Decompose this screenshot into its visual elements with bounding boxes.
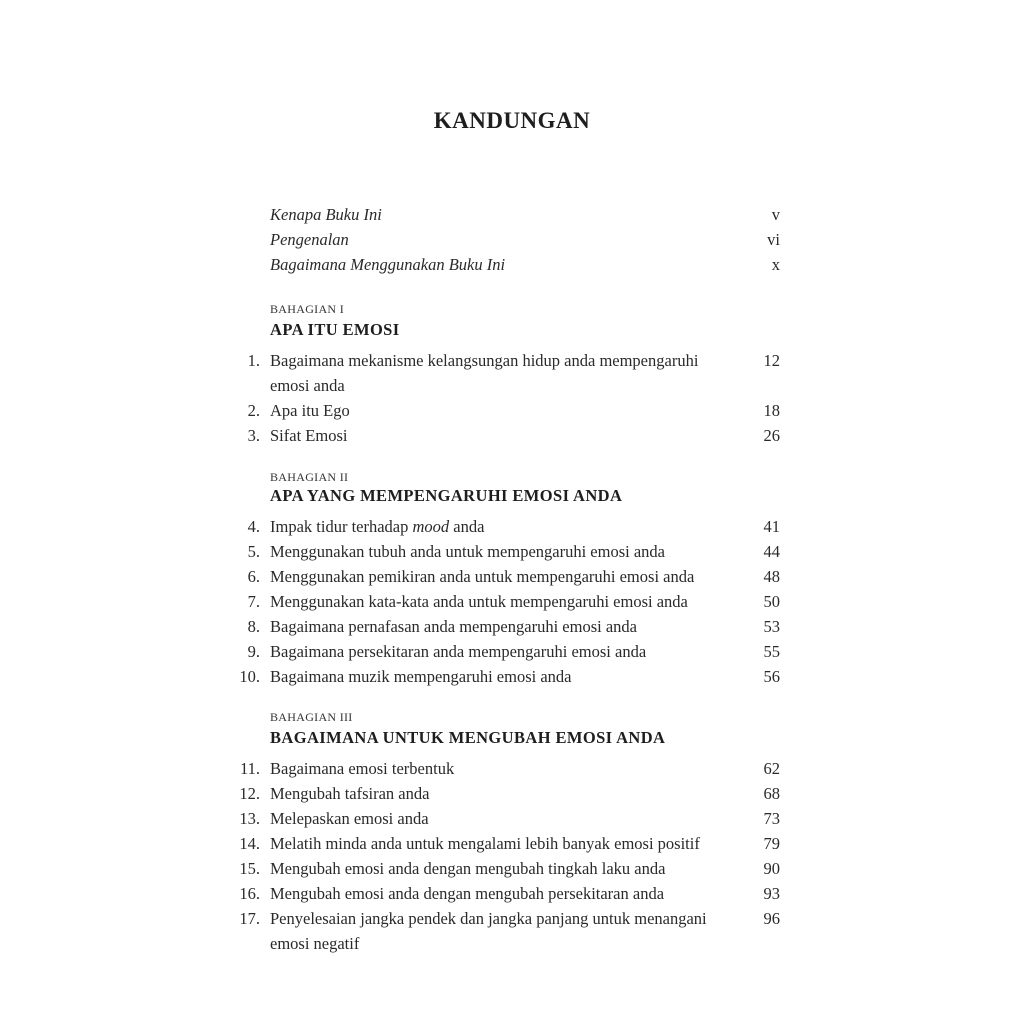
- toc-entry-title: Bagaimana muzik mempengaruhi emosi anda: [270, 667, 572, 686]
- part-title: APA ITU EMOSI: [270, 320, 400, 339]
- chapter-number: 6.: [247, 567, 260, 586]
- toc-entry-title: Bagaimana emosi terbentuk: [270, 759, 455, 778]
- page-title: KANDUNGAN: [433, 108, 591, 133]
- chapter-number: 8.: [247, 617, 260, 636]
- chapter-number: 7.: [247, 592, 260, 611]
- toc-entry-page: 44: [763, 542, 780, 561]
- toc-entry[interactable]: [230, 514, 790, 539]
- toc-entry-title: Bagaimana Menggunakan Buku Ini: [270, 255, 506, 274]
- toc-entry-title: Impak tidur terhadap mood anda: [270, 517, 485, 536]
- toc-entry[interactable]: [230, 423, 790, 448]
- toc-entry[interactable]: [230, 564, 790, 589]
- toc-entry[interactable]: [230, 252, 790, 277]
- toc-entry-page: 73: [763, 809, 780, 828]
- toc-entry-title: Pengenalan: [270, 230, 349, 249]
- toc-entry-page: 55: [763, 642, 780, 661]
- part-label: BAHAGIAN III: [270, 710, 353, 724]
- toc-entry-page: 56: [763, 667, 780, 686]
- part-label: BAHAGIAN II: [270, 470, 349, 484]
- toc-entry-page: 26: [763, 426, 780, 445]
- toc-entry-title: Menggunakan pemikiran anda untuk mempengaruhi emosi anda: [270, 567, 695, 586]
- toc-entry[interactable]: [230, 781, 790, 806]
- chapter-number: 16.: [239, 884, 260, 903]
- toc-entry-page: x: [771, 255, 780, 274]
- toc-entry-page: 68: [763, 784, 780, 803]
- chapter-list: [230, 348, 790, 448]
- chapter-number: 9.: [247, 642, 260, 661]
- chapter-number: 3.: [247, 426, 260, 445]
- toc-entry-title: Mengubah tafsiran anda: [270, 784, 430, 803]
- toc-entry-page: 96: [763, 909, 780, 928]
- toc-entry-page: 93: [763, 884, 780, 903]
- toc-entry-page: 53: [763, 617, 780, 636]
- toc-entry-page: 50: [763, 592, 780, 611]
- toc-entry[interactable]: [230, 589, 790, 614]
- toc-entry[interactable]: [230, 202, 790, 227]
- toc-entry[interactable]: [230, 639, 790, 664]
- toc-entry-page: v: [771, 205, 780, 224]
- part-label: BAHAGIAN I: [270, 302, 344, 316]
- toc-entry-page: 90: [763, 859, 780, 878]
- toc-entry-title: Menggunakan tubuh anda untuk mempengaruhi emosi anda: [270, 542, 665, 561]
- toc-entry-title: Melepaskan emosi anda: [270, 809, 429, 828]
- chapter-number: 17.: [239, 909, 260, 928]
- toc-entry[interactable]: [230, 227, 790, 252]
- toc-entry[interactable]: [230, 906, 790, 956]
- chapter-number: 12.: [239, 784, 260, 803]
- toc-entry-page: 41: [763, 517, 780, 536]
- toc-entry[interactable]: [230, 756, 790, 781]
- front-matter-list: [230, 202, 790, 277]
- toc-entry-title: Bagaimana mekanisme kelangsungan hidup anda mempengaruhi emosi anda: [270, 351, 699, 395]
- toc-entry[interactable]: [230, 348, 790, 398]
- chapter-number: 15.: [239, 859, 260, 878]
- toc-entry-title: Bagaimana persekitaran anda mempengaruhi emosi anda: [270, 642, 647, 661]
- toc-entry-title: Mengubah emosi anda dengan mengubah persekitaran anda: [270, 884, 665, 903]
- toc-entry[interactable]: [230, 539, 790, 564]
- chapter-number: 14.: [239, 834, 260, 853]
- toc-entry[interactable]: [230, 881, 790, 906]
- chapter-number: 11.: [239, 759, 260, 778]
- part-title: BAGAIMANA UNTUK MENGUBAH EMOSI ANDA: [270, 728, 666, 747]
- toc-entry-title: Menggunakan kata-kata anda untuk mempengaruhi emosi anda: [270, 592, 688, 611]
- chapter-number: 1.: [247, 351, 260, 370]
- toc-entry-page: 12: [763, 351, 780, 370]
- toc-entry-page: 62: [763, 759, 780, 778]
- part-title: APA YANG MEMPENGARUHI EMOSI ANDA: [270, 486, 623, 505]
- toc-entry[interactable]: [230, 856, 790, 881]
- chapter-number: 5.: [247, 542, 260, 561]
- chapter-list: [230, 756, 790, 956]
- toc-entry-page: 48: [763, 567, 780, 586]
- toc-entry-title: Mengubah emosi anda dengan mengubah tingkah laku anda: [270, 859, 666, 878]
- toc-entry-title: Bagaimana pernafasan anda mempengaruhi emosi anda: [270, 617, 637, 636]
- toc-entry-title: Sifat Emosi: [270, 426, 348, 445]
- chapter-number: 4.: [247, 517, 260, 536]
- toc-entry[interactable]: [230, 806, 790, 831]
- chapter-number: 2.: [247, 401, 260, 420]
- chapter-list: [230, 514, 790, 689]
- toc-entry-page: 18: [763, 401, 780, 420]
- toc-entry-title: Penyelesaian jangka pendek dan jangka panjang untuk menangani emosi negatif: [270, 909, 707, 953]
- toc-entry[interactable]: [230, 398, 790, 423]
- toc-entry-title: Melatih minda anda untuk mengalami lebih banyak emosi positif: [270, 834, 700, 853]
- chapter-number: 13.: [239, 809, 260, 828]
- toc-entry-title: Apa itu Ego: [270, 401, 350, 420]
- toc-entry-page: 79: [763, 834, 780, 853]
- toc-entry-page: vi: [767, 230, 780, 249]
- toc-entry[interactable]: [230, 831, 790, 856]
- toc-entry[interactable]: [230, 614, 790, 639]
- toc-entry-title: Kenapa Buku Ini: [270, 205, 382, 224]
- toc-entry[interactable]: [230, 664, 790, 689]
- chapter-number: 10.: [239, 667, 260, 686]
